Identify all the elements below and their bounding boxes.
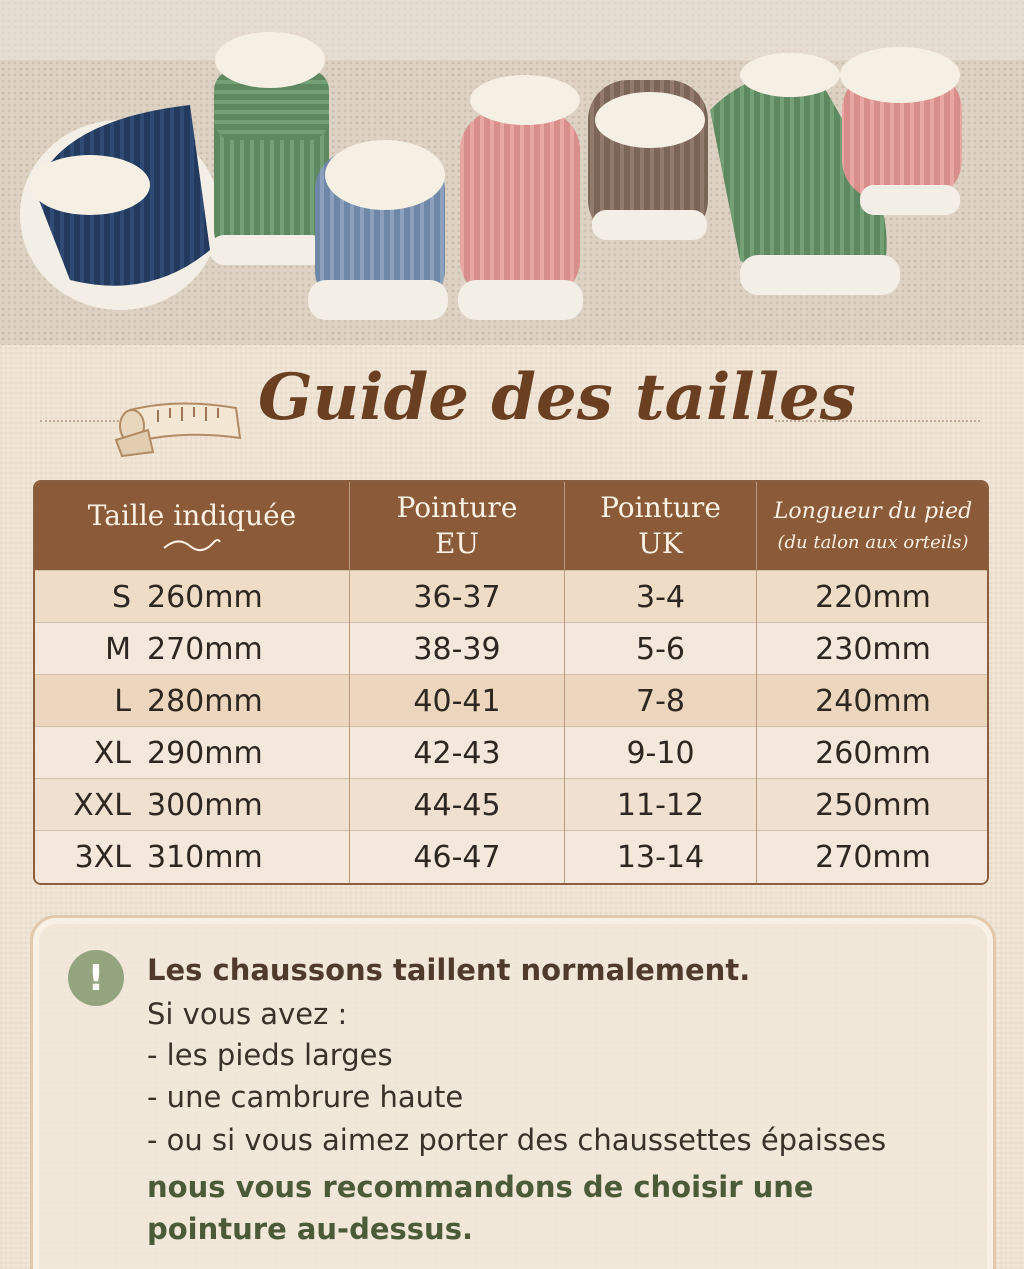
eu-size-cell: 46-47: [413, 839, 501, 875]
notice-recommendation: pointure au-dessus.: [147, 1212, 473, 1246]
uk-size-cell: 9-10: [626, 735, 695, 771]
header-uk-line2: UK: [638, 527, 683, 560]
header-foot-line1: Longueur du pied: [773, 499, 973, 524]
size-length: 290mm: [147, 735, 263, 771]
size-label: L: [114, 683, 131, 719]
size-label: XL: [93, 735, 131, 771]
eu-size-cell: 36-37: [413, 579, 501, 615]
header-uk-line1: Pointure: [600, 491, 721, 524]
foot-length-cell: 260mm: [815, 735, 931, 771]
swirl-ornament-icon: [160, 534, 224, 554]
header-foot-line2: (du talon aux orteils): [777, 532, 969, 553]
foot-length-cell: 250mm: [815, 787, 931, 823]
measuring-tape-icon: [108, 390, 248, 464]
header-cell-uk: [565, 482, 756, 570]
table-row: [35, 778, 989, 830]
size-length: 310mm: [147, 839, 263, 875]
page-title: Guide des tailles: [258, 360, 856, 435]
uk-size-cell: 5-6: [636, 631, 685, 667]
notice-heading: Les chaussons taillent normalement.: [147, 953, 751, 987]
notice-bullet: - les pieds larges: [147, 1038, 393, 1072]
size-cell: [35, 623, 349, 675]
header-cell-size: [35, 482, 349, 570]
uk-size-cell: 7-8: [636, 683, 685, 719]
eu-size-cell: 40-41: [413, 683, 501, 719]
table-row: [35, 622, 989, 674]
header-eu-line2: EU: [434, 527, 480, 560]
eu-size-cell: 38-39: [413, 631, 501, 667]
header-size-label: Taille indiquée: [87, 499, 297, 532]
foot-length-cell: 230mm: [815, 631, 931, 667]
notice-bullet: - une cambrure haute: [147, 1080, 464, 1114]
product-photo: [0, 0, 1024, 345]
size-length: 260mm: [147, 579, 263, 615]
column-divider: [756, 482, 757, 885]
notice-intro: Si vous avez :: [147, 997, 348, 1031]
size-label: 3XL: [74, 839, 131, 875]
uk-size-cell: 3-4: [636, 579, 685, 615]
table-row: [35, 570, 989, 622]
size-cell: [35, 675, 349, 727]
size-cell: [35, 727, 349, 779]
notice-bullet: - ou si vous aimez porter des chaussettes épaisses: [147, 1123, 887, 1157]
eu-size-cell: 44-45: [413, 787, 501, 823]
notice-recommendation: nous vous recommandons de choisir une: [147, 1170, 814, 1204]
size-label: S: [111, 579, 131, 615]
header-eu-line1: Pointure: [396, 491, 518, 524]
size-cell: [35, 831, 349, 883]
foot-length-cell: 270mm: [815, 839, 931, 875]
size-label: M: [105, 631, 131, 667]
eu-size-cell: 42-43: [413, 735, 501, 771]
size-label: XXL: [73, 787, 131, 823]
size-table: [33, 480, 989, 885]
exclamation-icon: !: [68, 950, 124, 1006]
uk-size-cell: 11-12: [616, 787, 705, 823]
size-length: 270mm: [147, 631, 263, 667]
header-cell-eu: [350, 482, 564, 570]
table-header: [35, 482, 989, 570]
foot-length-cell: 240mm: [815, 683, 931, 719]
column-divider: [349, 482, 350, 885]
table-row: [35, 674, 989, 726]
foot-length-cell: 220mm: [815, 579, 931, 615]
slippers-illustration: [0, 0, 1024, 345]
table-row: [35, 830, 989, 883]
size-cell: [35, 571, 349, 623]
size-length: 300mm: [147, 787, 263, 823]
table-row: [35, 726, 989, 778]
column-divider: [564, 482, 565, 885]
size-length: 280mm: [147, 683, 263, 719]
uk-size-cell: 13-14: [616, 839, 705, 875]
header-cell-foot-length: [757, 482, 989, 570]
size-cell: [35, 779, 349, 831]
